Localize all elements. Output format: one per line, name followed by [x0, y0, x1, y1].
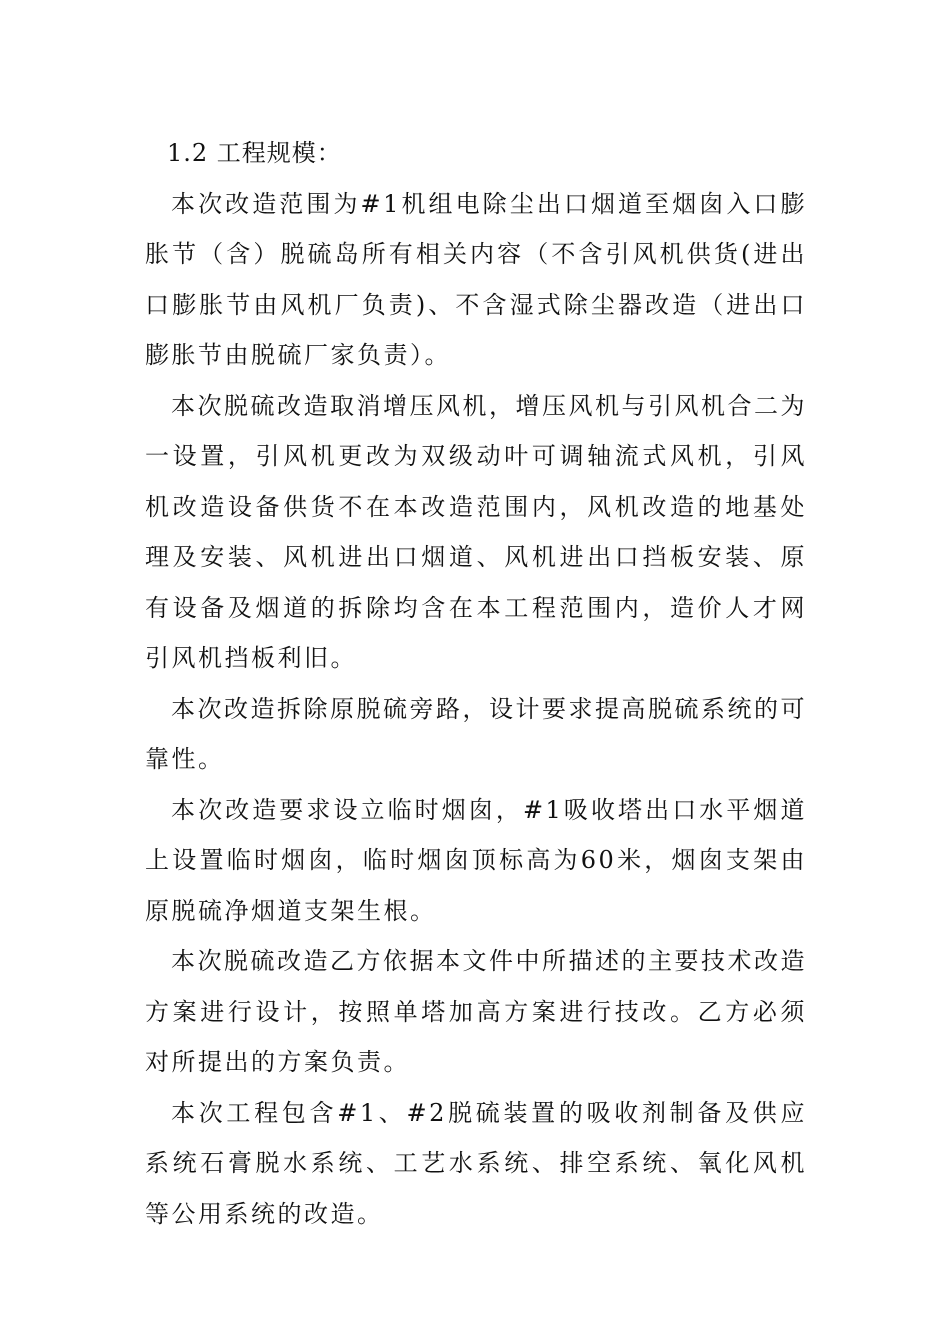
paragraph-fan-modification: 本次脱硫改造取消增压风机，增压风机与引风机合二为一设置，引风机更改为双级动叶可调轴流式风机，引风机改造设备供货不在本改造范围内，风机改造的地基处理及安装、风机进出口烟道、风机进出口挡板安装、原有设备及烟道的拆除均含在本工程范围内，造价人才网引风机挡板利旧。 — [145, 391, 807, 672]
paragraph-design-responsibility: 本次脱硫改造乙方依据本文件中所描述的主要技术改造方案进行设计，按照单塔加高方案进行技改。乙方必须对所提出的方案负责。 — [145, 947, 807, 1076]
section-heading: 1.2 工程规模： — [167, 139, 342, 167]
paragraph-scope: 本次改造范围为#1机组电除尘出口烟道至烟囱入口膨胀节（含）脱硫岛所有相关内容（不含引风机供货(进出口膨胀节由风机厂负责)、不含湿式除尘器改造（进出口膨胀节由脱硫厂家负责）。 — [145, 189, 807, 369]
document-body — [145, 128, 807, 1239]
paragraph-temporary-chimney: 本次改造要求设立临时烟囱，#1吸收塔出口水平烟道上设置临时烟囱，临时烟囱顶标高为60米，烟囱支架由原脱硫净烟道支架生根。 — [145, 795, 807, 925]
paragraph-bypass-removal: 本次改造拆除原脱硫旁路，设计要求提高脱硫系统的可靠性。 — [145, 694, 807, 773]
paragraph-public-systems: 本次工程包含#1、#2脱硫装置的吸收剂制备及供应系统石膏脱水系统、工艺水系统、排空系统、氧化风机等公用系统的改造。 — [145, 1098, 807, 1228]
